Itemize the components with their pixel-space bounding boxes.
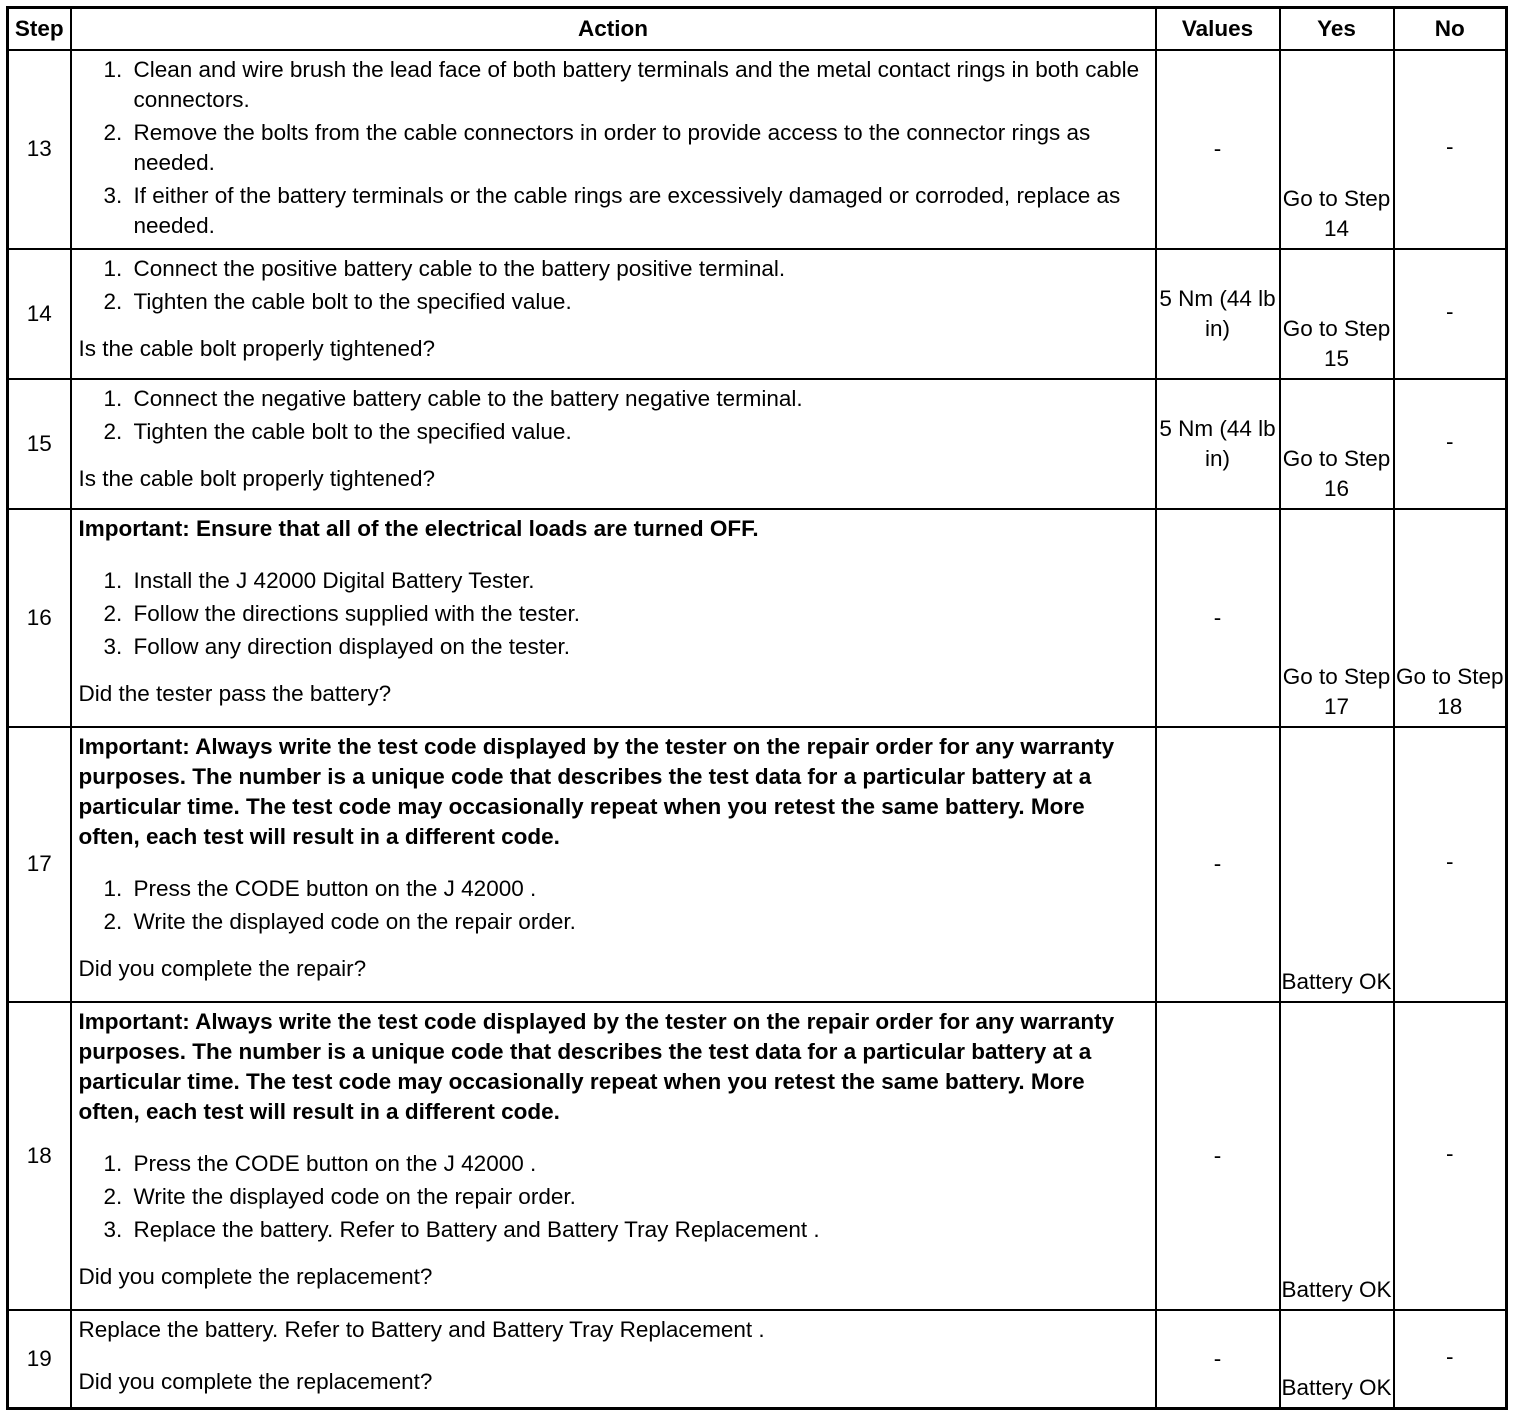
- values-cell: -: [1156, 727, 1280, 1002]
- yes-cell[interactable]: [1280, 509, 1394, 727]
- step-number: 13: [8, 50, 71, 249]
- table-row: [8, 727, 1507, 1002]
- table-row: [8, 1310, 1507, 1409]
- values-cell: -: [1156, 1310, 1280, 1409]
- important-note: Important: Always write the test code displayed by the tester on the repair order for any warranty purposes. The number is a unique code that describes the test data for a particular battery at a particular time. The test code may occasionally repeat when you retest the same battery. More often, each test will result in a different code.: [78, 733, 1115, 849]
- action-cell: [71, 379, 1156, 509]
- action-item: 2. Follow the directions supplied with the tester.: [129, 599, 1149, 629]
- action-item: 3. If either of the battery terminals or the cable rings are excessively damaged or corroded, replace as needed.: [129, 181, 1149, 241]
- action-list: [79, 254, 1149, 317]
- action-item: 1. Connect the negative battery cable to the battery negative terminal.: [129, 384, 1149, 414]
- values-cell: -: [1156, 50, 1280, 249]
- yes-link[interactable]: Go to Step 16: [1282, 445, 1391, 501]
- action-item: 1. Clean and wire brush the lead face of both battery terminals and the metal contact rings in both cable connectors.: [129, 55, 1149, 115]
- step-number: 14: [8, 249, 71, 379]
- yes-link[interactable]: Go to Step 15: [1282, 315, 1391, 371]
- header-row: [8, 8, 1507, 50]
- question-text: Did the tester pass the battery?: [78, 680, 392, 706]
- yes-cell[interactable]: [1280, 379, 1394, 509]
- question-text: Did you complete the repair?: [78, 955, 367, 981]
- action-cell: [71, 727, 1156, 1002]
- values-cell: -: [1156, 1002, 1280, 1310]
- step-number: 19: [8, 1310, 71, 1409]
- header-action: Action: [71, 8, 1156, 50]
- action-item: 2. Tighten the cable bolt to the specified value.: [129, 417, 1149, 447]
- action-list: [79, 384, 1149, 447]
- action-item: 1. Install the J 42000 Digital Battery Tester.: [129, 566, 1149, 596]
- yes-cell[interactable]: [1280, 249, 1394, 379]
- action-list: [79, 55, 1149, 241]
- action-cell: [71, 509, 1156, 727]
- step-number: 17: [8, 727, 71, 1002]
- yes-result: Battery OK: [1281, 968, 1392, 994]
- action-cell: [71, 1310, 1156, 1409]
- header-no: No: [1394, 8, 1507, 50]
- important-note: Important: Ensure that all of the electrical loads are turned OFF.: [78, 515, 759, 541]
- no-link[interactable]: Go to Step 18: [1395, 663, 1504, 719]
- yes-link[interactable]: Go to Step 14: [1282, 185, 1391, 241]
- question-text: Did you complete the replacement?: [78, 1368, 433, 1394]
- table-row: [8, 249, 1507, 379]
- yes-result: Battery OK: [1281, 1276, 1392, 1302]
- yes-result: Battery OK: [1281, 1375, 1392, 1400]
- step-number: 16: [8, 509, 71, 727]
- action-item: 2. Tighten the cable bolt to the specified value.: [129, 287, 1149, 317]
- action-item: 3. Follow any direction displayed on the tester.: [129, 632, 1149, 662]
- header-step: Step: [8, 8, 71, 50]
- action-list: [79, 566, 1149, 662]
- action-item: 2. Remove the bolts from the cable connectors in order to provide access to the connector rings as needed.: [129, 118, 1149, 178]
- yes-link[interactable]: Go to Step 17: [1282, 663, 1391, 719]
- action-item: 1. Press the CODE button on the J 42000 .: [129, 1149, 1149, 1179]
- yes-cell[interactable]: [1280, 50, 1394, 249]
- step-number: 15: [8, 379, 71, 509]
- table-row: [8, 509, 1507, 727]
- question-text: Is the cable bolt properly tightened?: [78, 335, 435, 361]
- no-cell: -: [1394, 1002, 1507, 1310]
- question-text: Did you complete the replacement?: [78, 1263, 433, 1289]
- yes-cell: [1280, 727, 1394, 1002]
- values-cell: -: [1156, 509, 1280, 727]
- question-text: Is the cable bolt properly tightened?: [78, 465, 435, 491]
- yes-cell: [1280, 1002, 1394, 1310]
- header-yes: Yes: [1280, 8, 1394, 50]
- action-cell: [71, 1002, 1156, 1310]
- important-note: Important: Always write the test code displayed by the tester on the repair order for any warranty purposes. The number is a unique code that describes the test data for a particular battery at a particular time. The test code may occasionally repeat when you retest the same battery. More often, each test will result in a different code.: [78, 1008, 1115, 1124]
- header-values: Values: [1156, 8, 1280, 50]
- action-item: 2. Write the displayed code on the repair order.: [129, 1182, 1149, 1212]
- no-cell[interactable]: [1394, 509, 1507, 727]
- step-number: 18: [8, 1002, 71, 1310]
- diagnostic-procedure-table: [6, 6, 1508, 1410]
- values-cell: 5 Nm (44 lb in): [1156, 249, 1280, 379]
- no-cell: -: [1394, 379, 1507, 509]
- action-item: 2. Write the displayed code on the repair order.: [129, 907, 1149, 937]
- no-cell: -: [1394, 1310, 1507, 1409]
- action-cell: [71, 50, 1156, 249]
- yes-cell: [1280, 1310, 1394, 1409]
- no-cell: -: [1394, 50, 1507, 249]
- action-list: [79, 1149, 1149, 1245]
- no-cell: -: [1394, 727, 1507, 1002]
- no-cell: -: [1394, 249, 1507, 379]
- action-item: 1. Press the CODE button on the J 42000 .: [129, 874, 1149, 904]
- table-row: [8, 50, 1507, 249]
- action-item: 1. Connect the positive battery cable to the battery positive terminal.: [129, 254, 1149, 284]
- action-text: Replace the battery. Refer to Battery and Battery Tray Replacement .: [78, 1316, 765, 1342]
- action-item: 3. Replace the battery. Refer to Battery and Battery Tray Replacement .: [129, 1215, 1149, 1245]
- action-list: [79, 874, 1149, 937]
- table-row: [8, 379, 1507, 509]
- action-cell: [71, 249, 1156, 379]
- values-cell: 5 Nm (44 lb in): [1156, 379, 1280, 509]
- table-row: [8, 1002, 1507, 1310]
